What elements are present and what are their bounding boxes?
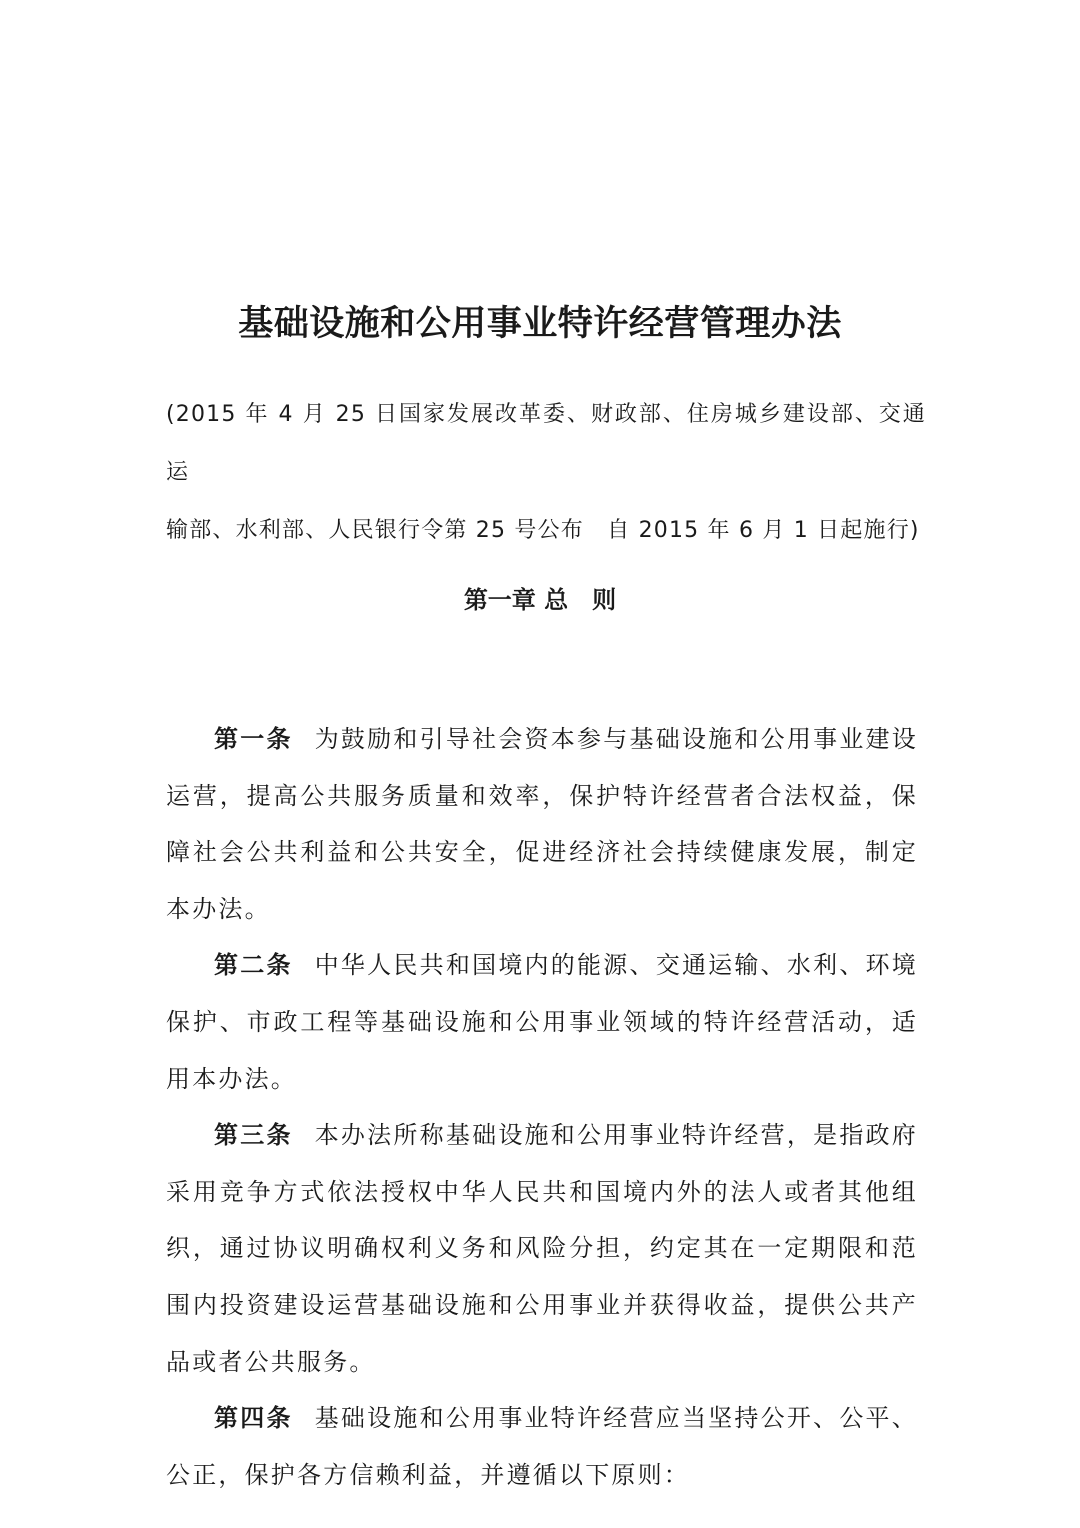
article-label: 第一条 [214,725,293,753]
article-text: 基础设施和公用事业特许经营应当坚持公开、公平、公正，保护各方信赖利益，并遵循以下原则： [166,1404,918,1489]
article-1 [166,711,918,937]
articles-body [166,711,918,1503]
article-2 [166,937,918,1107]
article-text: 本办法所称基础设施和公用事业特许经营，是指政府采用竞争方式依法授权中华人民共和国境内外的法人或者其他组织，通过协议明确权利义务和风险分担，约定其在一定期限和范围内投资建设运营基础设施和公用事业并获得收益，提供公共产品或者公共服务。 [166,1121,918,1376]
subtitle-line-2: 输部、水利部、人民银行令第 25 号公布 自 2015 年 6 月 1 日起施行) [166,518,920,543]
chapter-heading: 第一章 总 则 [463,586,617,614]
document-subtitle [166,386,926,560]
article-label: 第二条 [214,951,293,980]
article-label: 第四条 [214,1404,293,1433]
article-label: 第三条 [214,1121,293,1150]
article-3 [166,1107,918,1390]
article-text: 为鼓励和引导社会资本参与基础设施和公用事业建设运营，提高公共服务质量和效率，保护特许经营者合法权益，保障社会公共利益和公共安全，促进经济社会持续健康发展，制定本办法。 [166,725,918,923]
subtitle-line-1: (2015 年 4 月 25 日国家发展改革委、财政部、住房城乡建设部、交通运 [166,402,926,485]
article-4 [166,1390,918,1503]
article-text: 中华人民共和国境内的能源、交通运输、水利、环境保护、市政工程等基础设施和公用事业领域的特许经营活动，适用本办法。 [166,951,918,1093]
document-title: 基础设施和公用事业特许经营管理办法 [238,303,842,344]
